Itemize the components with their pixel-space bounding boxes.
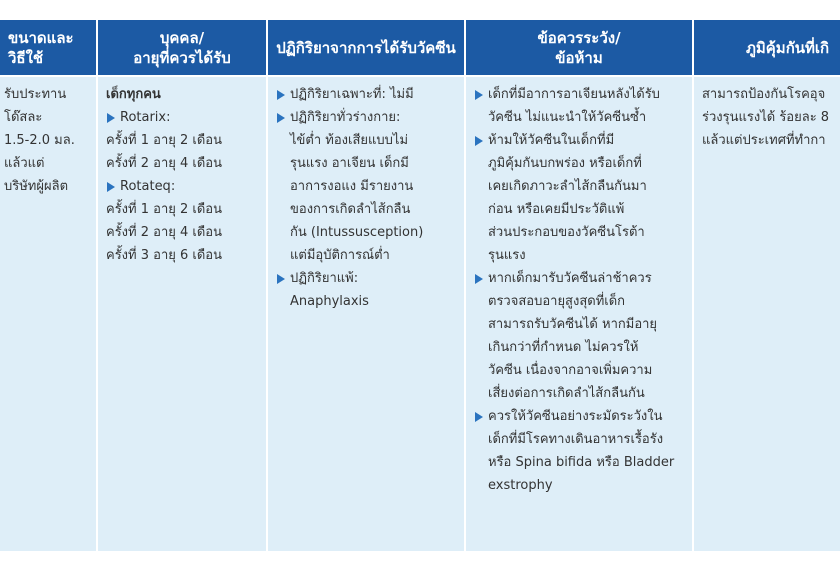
rotarix-name: Rotarix: (120, 110, 171, 125)
vaccine-info-table (0, 20, 840, 551)
reaction-item-allergy (276, 267, 460, 290)
bullet-icon (107, 113, 115, 123)
immunity-line: แล้วแต่ประเทศที่ทำกา (702, 133, 826, 148)
header-precautions-line1: ข้อควรระวัง/ (537, 28, 621, 47)
precaution-line: รุนแรง (488, 248, 526, 263)
header-dosage (0, 20, 96, 75)
cell-recipient (98, 77, 266, 551)
reaction-line: ปฏิกิริยาเฉพาะที่: ไม่มี (290, 87, 414, 102)
rotarix-dose: ครั้งที่ 2 อายุ 4 เดือน (106, 156, 222, 171)
header-reactions-text: ปฏิกิริยาจากการได้รับวัคซีน (276, 38, 456, 57)
bullet-icon (475, 274, 483, 284)
precaution-line: เด็กที่มีอาการอาเจียนหลังได้รับ (488, 87, 660, 102)
header-recipient-line2: อายุที่ควรได้รับ (133, 48, 231, 67)
reaction-line: ไข้ต่ำ ท้องเสียแบบไม่ (290, 133, 409, 148)
rotateq-dose: ครั้งที่ 3 อายุ 6 เดือน (106, 248, 222, 263)
precaution-line: เคยเกิดภาวะลำไส้กลืนกันมา (488, 179, 647, 194)
precaution-line: ตรวจสอบอายุสูงสุดที่เด็ก (488, 294, 626, 309)
precaution-item (474, 405, 688, 428)
precaution-line: ภูมิคุ้มกันบกพร่อง หรือเด็กที่ (488, 156, 642, 171)
bullet-icon (475, 90, 483, 100)
rotarix-label (106, 106, 262, 129)
precaution-line: exstrophy (488, 478, 553, 493)
precaution-line: วัคซีน เนื่องจากอาจเพิ่มความ (488, 363, 653, 378)
cell-dosage (0, 77, 96, 551)
precaution-line: ควรให้วัคซีนอย่างระมัดระวังใน (488, 409, 663, 424)
rotateq-dose: ครั้งที่ 1 อายุ 2 เดือน (106, 202, 222, 217)
rotateq-dose: ครั้งที่ 2 อายุ 4 เดือน (106, 225, 222, 240)
dosage-line: 1.5-2.0 มล. (4, 133, 75, 148)
rotateq-label (106, 175, 262, 198)
precaution-line: เกินกว่าที่กำหนด ไม่ควรให้ (488, 340, 639, 355)
header-precautions-line2: ข้อห้าม (555, 48, 603, 67)
header-dosage-line2: วิธีใช้ (8, 48, 44, 67)
reaction-item-local (276, 83, 460, 106)
header-precautions (466, 20, 692, 75)
precaution-line: ก่อน หรือเคยมีประวัติแพ้ (488, 202, 625, 217)
cell-reactions (268, 77, 464, 551)
precaution-item (474, 129, 688, 152)
precaution-item (474, 83, 688, 106)
bullet-icon (475, 136, 483, 146)
bullet-icon (107, 182, 115, 192)
bullet-icon (277, 274, 285, 284)
precaution-line: ห้ามให้วัคซีนในเด็กที่มี (488, 133, 615, 148)
header-immunity-text: ภูมิคุ้มกันที่เกิ (746, 38, 830, 57)
reaction-line: อาการงอแง มีรายงาน (290, 179, 414, 194)
reaction-line: ปฏิกิริยาทั่วร่างกาย: (290, 110, 401, 125)
dosage-line: บริษัทผู้ผลิต (4, 179, 69, 194)
cell-immunity (694, 77, 840, 551)
cell-precautions (466, 77, 692, 551)
precaution-line: ส่วนประกอบของวัคซีนโรต้า (488, 225, 645, 240)
reaction-line: รุนแรง อาเจียน เด็กมี (290, 156, 409, 171)
bullet-icon (475, 412, 483, 422)
recipient-title: เด็กทุกคน (106, 87, 161, 102)
reaction-line: Anaphylaxis (290, 294, 369, 309)
dosage-line: แล้วแต่ (4, 156, 45, 171)
bullet-icon (277, 90, 285, 100)
dosage-line: โด๊สละ (4, 110, 43, 125)
precaution-line: หรือ Spina bifida หรือ Bladder (488, 455, 675, 470)
precaution-line: วัคซีน ไม่แนะนำให้วัคซีนซ้ำ (488, 110, 647, 125)
header-dosage-line1: ขนาดและ (8, 28, 74, 47)
header-immunity (694, 20, 840, 75)
header-recipient-line1: บุคคล/ (159, 28, 205, 47)
immunity-line: สามารถป้องกันโรคอุจ (702, 87, 826, 102)
rotarix-dose: ครั้งที่ 1 อายุ 2 เดือน (106, 133, 222, 148)
reaction-line: กัน (Intussusception) (290, 225, 424, 240)
precaution-line: เด็กที่มีโรคทางเดินอาหารเรื้อรัง (488, 432, 664, 447)
reaction-line: ปฏิกิริยาแพ้: (290, 271, 359, 286)
header-reactions (268, 20, 464, 75)
reaction-item-systemic (276, 106, 460, 129)
precaution-line: สามารถรับวัคซีนได้ หากมีอายุ (488, 317, 658, 332)
precaution-item (474, 267, 688, 290)
reaction-line: ของการเกิดลำไส้กลืน (290, 202, 411, 217)
bullet-icon (277, 113, 285, 123)
immunity-line: ร่วงรุนแรงได้ ร้อยละ 8 (702, 110, 830, 125)
precaution-line: หากเด็กมารับวัคซีนล่าช้าควร (488, 271, 652, 286)
header-recipient (98, 20, 266, 75)
precaution-line: เสี่ยงต่อการเกิดลำไส้กลืนกัน (488, 386, 645, 401)
dosage-line: รับประทาน (4, 87, 67, 102)
reaction-line: แต่มีอุบัติการณ์ต่ำ (290, 248, 390, 263)
rotateq-name: Rotateq: (120, 179, 176, 194)
